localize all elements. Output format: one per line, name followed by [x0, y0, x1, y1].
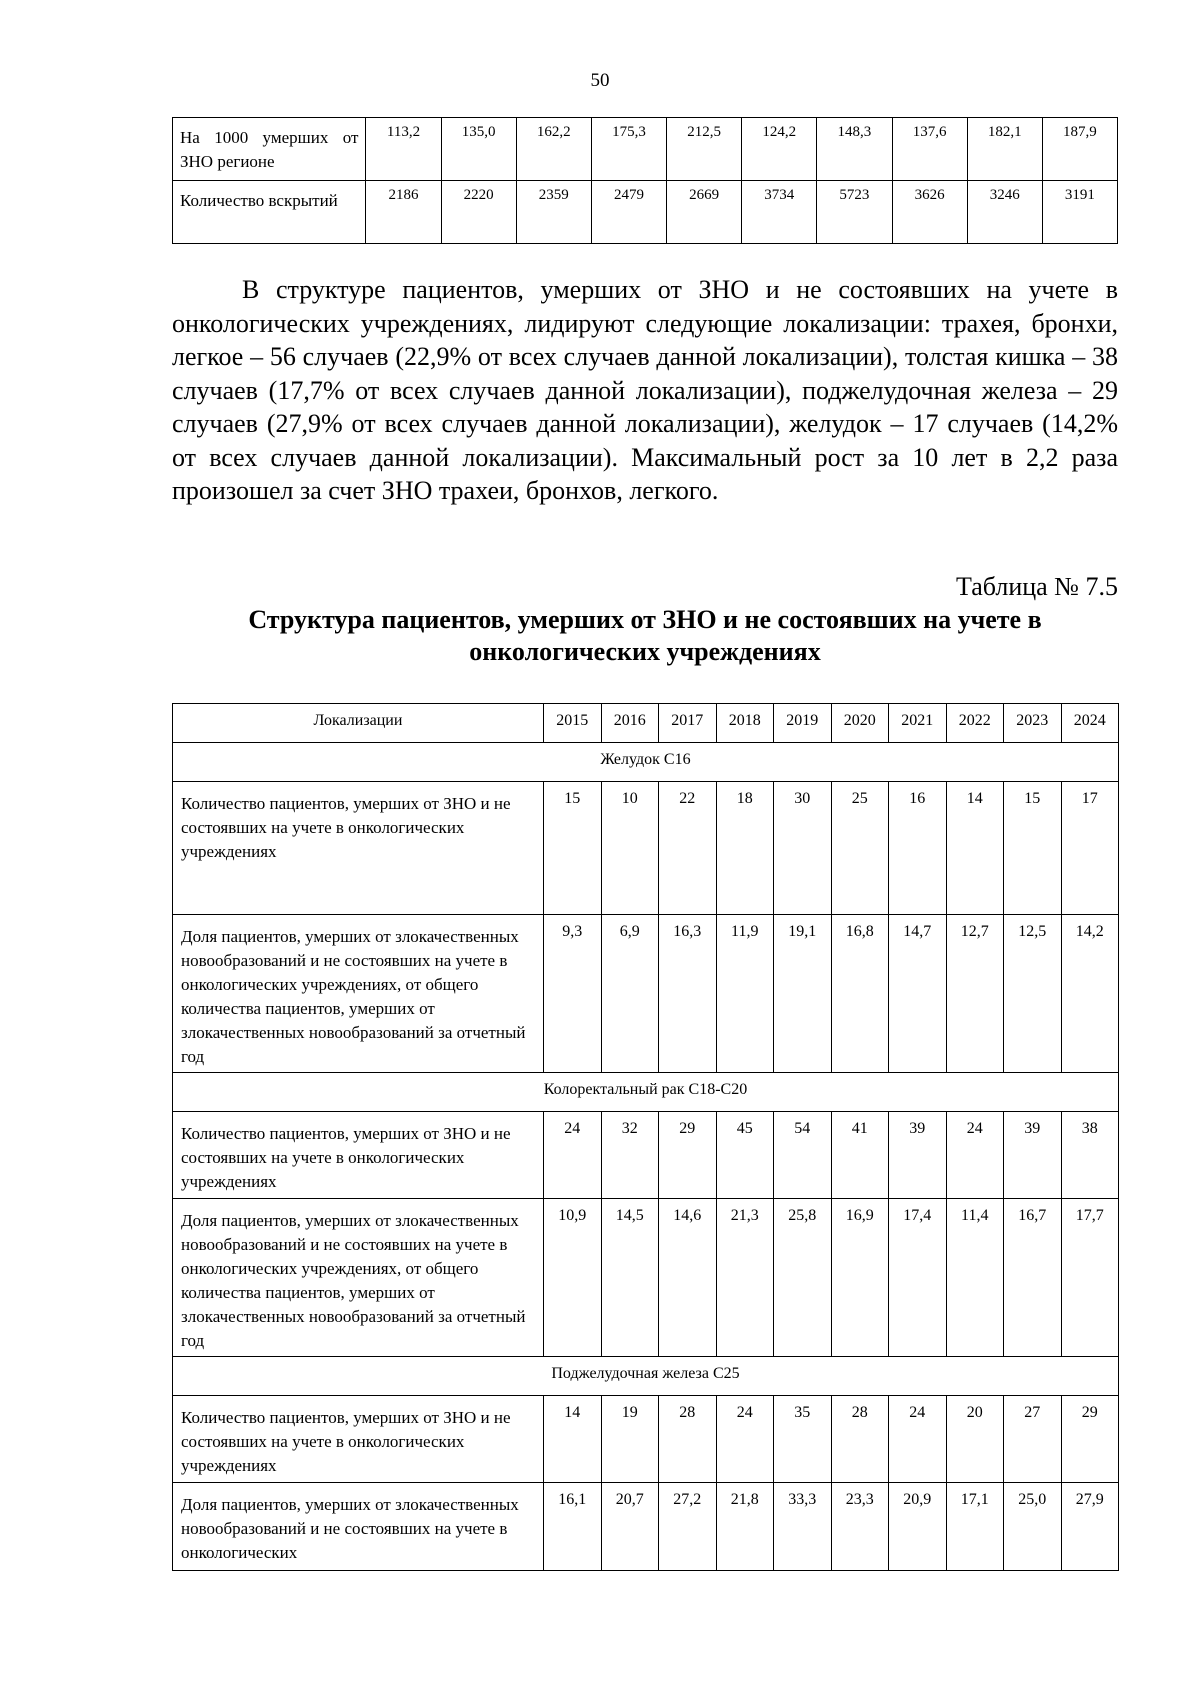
header-row — [173, 704, 1119, 743]
table-cell: 3246 — [967, 181, 1042, 244]
row-label: Доля пациентов, умерших от злокачественных новообразований и не состоявших на учете в онкологических — [173, 1483, 544, 1571]
table-cell: 29 — [1061, 1396, 1119, 1483]
table-cell: 5723 — [817, 181, 892, 244]
table-cell: 17,4 — [889, 1199, 947, 1357]
table-cell: 162,2 — [516, 118, 591, 181]
table-cell: 12,5 — [1004, 915, 1062, 1073]
table-cell: 20,7 — [601, 1483, 659, 1571]
year-header: 2024 — [1061, 704, 1119, 743]
year-header: 2018 — [716, 704, 774, 743]
table-number: Таблица № 7.5 — [955, 572, 1118, 601]
table-cell: 16,8 — [831, 915, 889, 1073]
table-title — [172, 604, 1118, 668]
table-cell: 113,2 — [366, 118, 441, 181]
table-cell: 39 — [889, 1112, 947, 1199]
row-label: Количество вскрытий — [173, 181, 366, 244]
table-cell: 148,3 — [817, 118, 892, 181]
table-cell: 17,1 — [946, 1483, 1004, 1571]
table-row — [173, 915, 1119, 1073]
table-cell: 135,0 — [441, 118, 516, 181]
table-cell: 6,9 — [601, 915, 659, 1073]
table-cell: 21,8 — [716, 1483, 774, 1571]
table-cell: 24 — [544, 1112, 602, 1199]
table-cell: 27,9 — [1061, 1483, 1119, 1571]
table-cell: 18 — [716, 782, 774, 915]
table-cell: 14 — [544, 1396, 602, 1483]
table-cell: 25,0 — [1004, 1483, 1062, 1571]
table-row — [173, 181, 1118, 244]
table-cell: 28 — [831, 1396, 889, 1483]
table-cell: 137,6 — [892, 118, 967, 181]
year-header: 2022 — [946, 704, 1004, 743]
year-header: 2016 — [601, 704, 659, 743]
year-header: 2019 — [774, 704, 832, 743]
body-paragraph — [172, 273, 1118, 508]
table-cell: 17 — [1061, 782, 1119, 915]
section-title: Поджелудочная железа С25 — [173, 1357, 1119, 1396]
table-cell: 27,2 — [659, 1483, 717, 1571]
table-cell: 14 — [946, 782, 1004, 915]
section-title: Колоректальный рак С18-С20 — [173, 1073, 1119, 1112]
table-cell: 35 — [774, 1396, 832, 1483]
table-cell: 28 — [659, 1396, 717, 1483]
table-cell: 30 — [774, 782, 832, 915]
table-cell: 2479 — [591, 181, 666, 244]
table-cell: 17,7 — [1061, 1199, 1119, 1357]
table-cell: 20 — [946, 1396, 1004, 1483]
year-header: 2023 — [1004, 704, 1062, 743]
table-cell: 2669 — [667, 181, 742, 244]
section-title: Желудок С16 — [173, 743, 1119, 782]
table-cell: 24 — [716, 1396, 774, 1483]
table-title-line: онкологических учреждениях — [469, 637, 821, 666]
table-cell: 14,5 — [601, 1199, 659, 1357]
table-cell: 54 — [774, 1112, 832, 1199]
year-header: 2017 — [659, 704, 717, 743]
table-cell: 24 — [946, 1112, 1004, 1199]
row-label: Доля пациентов, умерших от злокачественных новообразований и не состоявших на учете в онкологических учреждениях, от общего количества пациентов, умерших от злокачественных новообразований за отчетный год — [173, 1199, 544, 1357]
top-table — [172, 117, 1118, 244]
table-cell: 20,9 — [889, 1483, 947, 1571]
table-cell: 16 — [889, 782, 947, 915]
table-cell: 187,9 — [1042, 118, 1117, 181]
table-cell: 38 — [1061, 1112, 1119, 1199]
header-label: Локализации — [173, 704, 544, 743]
table-cell: 27 — [1004, 1396, 1062, 1483]
table-cell: 2186 — [366, 181, 441, 244]
table-cell: 3626 — [892, 181, 967, 244]
table-cell: 25 — [831, 782, 889, 915]
table-row — [173, 1396, 1119, 1483]
section-row — [173, 1357, 1119, 1396]
table-cell: 175,3 — [591, 118, 666, 181]
table-cell: 19 — [601, 1396, 659, 1483]
table-title-line: Структура пациентов, умерших от ЗНО и не состоявших на учете в — [248, 605, 1042, 634]
table-cell: 39 — [1004, 1112, 1062, 1199]
row-label: Доля пациентов, умерших от злокачественных новообразований и не состоявших на учете в онкологических учреждениях, от общего количества пациентов, умерших от злокачественных новообразований за отчетный год — [173, 915, 544, 1073]
row-label: Количество пациентов, умерших от ЗНО и не состоявших на учете в онкологических учреждениях — [173, 782, 544, 915]
table-cell: 15 — [544, 782, 602, 915]
table-cell: 33,3 — [774, 1483, 832, 1571]
table-cell: 14,6 — [659, 1199, 717, 1357]
paragraph-text: В структуре пациентов, умерших от ЗНО и не состоявших на учете в онкологических учреждениях, лидируют следующие локализации: трахея, бронхи, легкое – 56 случаев (22,9% от всех случаев данной локализации), толстая кишка – 38 случаев (17,7% от всех случаев данной локализации), поджелудочная железа – 29 случаев (27,9% от всех случаев данной локализации), желудок – 17 случаев (14,2% от всех случаев данной локализации). Максимальный рост за 10 лет в 2,2 раза произошел за счет ЗНО трахеи, бронхов, легкого. — [172, 275, 1118, 505]
main-table — [172, 703, 1119, 1571]
table-cell: 22 — [659, 782, 717, 915]
table-cell: 45 — [716, 1112, 774, 1199]
table-cell: 3191 — [1042, 181, 1117, 244]
table-cell: 23,3 — [831, 1483, 889, 1571]
year-header: 2021 — [889, 704, 947, 743]
table-cell: 16,3 — [659, 915, 717, 1073]
table-cell: 41 — [831, 1112, 889, 1199]
table-cell: 9,3 — [544, 915, 602, 1073]
table-row — [173, 118, 1118, 181]
table-cell: 11,4 — [946, 1199, 1004, 1357]
table-cell: 12,7 — [946, 915, 1004, 1073]
page-number: 50 — [590, 70, 610, 91]
table-cell: 24 — [889, 1396, 947, 1483]
table-cell: 182,1 — [967, 118, 1042, 181]
table-cell: 16,1 — [544, 1483, 602, 1571]
table-cell: 124,2 — [742, 118, 817, 181]
row-label: Количество пациентов, умерших от ЗНО и не состоявших на учете в онкологических учреждениях — [173, 1112, 544, 1199]
table-row — [173, 1483, 1119, 1571]
table-cell: 11,9 — [716, 915, 774, 1073]
table-cell: 15 — [1004, 782, 1062, 915]
table-cell: 25,8 — [774, 1199, 832, 1357]
section-row — [173, 743, 1119, 782]
row-label: На 1000 умерших от ЗНО регионе — [173, 118, 366, 181]
table-cell: 21,3 — [716, 1199, 774, 1357]
table-cell: 2359 — [516, 181, 591, 244]
table-cell: 29 — [659, 1112, 717, 1199]
table-cell: 10,9 — [544, 1199, 602, 1357]
table-cell: 14,2 — [1061, 915, 1119, 1073]
section-row — [173, 1073, 1119, 1112]
table-cell: 16,7 — [1004, 1199, 1062, 1357]
table-cell: 212,5 — [667, 118, 742, 181]
table-cell: 19,1 — [774, 915, 832, 1073]
table-row — [173, 782, 1119, 915]
table-cell: 2220 — [441, 181, 516, 244]
table-cell: 3734 — [742, 181, 817, 244]
table-cell: 14,7 — [889, 915, 947, 1073]
year-header: 2020 — [831, 704, 889, 743]
table-cell: 16,9 — [831, 1199, 889, 1357]
table-cell: 10 — [601, 782, 659, 915]
row-label: Количество пациентов, умерших от ЗНО и не состоявших на учете в онкологических учреждениях — [173, 1396, 544, 1483]
table-cell: 32 — [601, 1112, 659, 1199]
table-row — [173, 1199, 1119, 1357]
table-row — [173, 1112, 1119, 1199]
year-header: 2015 — [544, 704, 602, 743]
